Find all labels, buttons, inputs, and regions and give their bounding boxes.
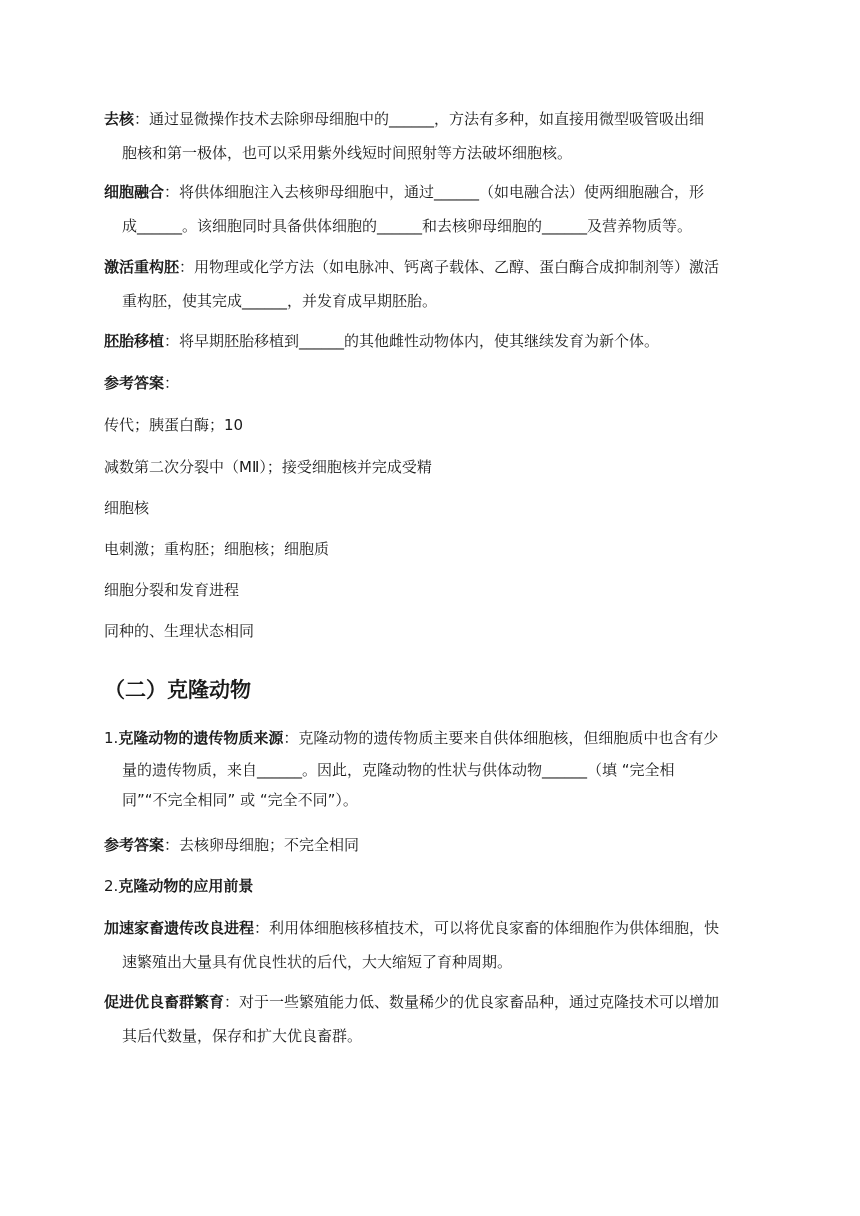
paragraph-line — [104, 324, 760, 358]
paragraph-text: ：将早期胚胎移植到______的其他雌性动物体内，使其继续发育为新个体。 — [164, 332, 660, 350]
answer-item: 同种的、生理状态相同 — [104, 622, 255, 640]
paragraph-line: 同”“不完全相同” 或 “完全不同”）。 — [122, 791, 358, 809]
answer-label: 参考答案 — [104, 374, 165, 392]
answer-label: 参考答案 — [104, 836, 165, 854]
answer-text: ：去核卵母细胞；不完全相同 — [164, 836, 360, 854]
paragraph-line: 量的遗传物质，来自______。因此，克隆动物的性状与供体动物______（填 “完全相 — [122, 761, 675, 779]
paragraph-line: 重构胚，使其完成______，并发育成早期胚胎。 — [122, 292, 438, 310]
section-heading: （二）克隆动物 — [104, 678, 251, 702]
term-label: 促进优良畜群繁育 — [104, 993, 225, 1011]
term-label: 细胞融合 — [104, 183, 165, 201]
paragraph-line — [104, 721, 760, 755]
answer-item: 细胞分裂和发育进程 — [104, 581, 240, 599]
paragraph-line: 速繁殖出大量具有优良性状的后代，大大缩短了育种周期。 — [122, 953, 513, 971]
answer-line — [104, 828, 760, 862]
paragraph-yi-chuan-wu-zhi — [104, 721, 760, 815]
paragraph-text: ：对于一些繁殖能力低、数量稀少的优良家畜品种，通过克隆技术可以增加 — [224, 993, 720, 1011]
paragraph-line: 胞核和第一极体，也可以采用紫外线短时间照射等方法破坏细胞核。 — [122, 144, 573, 162]
term-label: 胚胎移植 — [104, 332, 165, 350]
paragraph-line — [104, 250, 760, 284]
paragraph-jia-su — [104, 911, 760, 979]
paragraph-line: 成______。该细胞同时具备供体细胞的______和去核卵母细胞的______及营养物质等。 — [122, 217, 693, 235]
paragraph-pei-tai-yi-zhi — [104, 324, 760, 358]
paragraph-text: ：通过显微操作技术去除卵母细胞中的______，方法有多种，如直接用微型吸管吸出细 — [134, 110, 705, 128]
paragraph-line — [104, 102, 760, 136]
item-number: 1. — [104, 729, 119, 747]
paragraph-line: 其后代数量，保存和扩大优良畜群。 — [122, 1027, 363, 1045]
term-label: 加速家畜遗传改良进程 — [104, 919, 255, 937]
answer-item: 传代；胰蛋白酶；10 — [104, 416, 244, 434]
paragraph-qu-he — [104, 102, 760, 170]
paragraph-text: ：用物理或化学方法（如电脉冲、钙离子载体、乙醇、蛋白酶合成抑制剂等）激活 — [179, 258, 720, 276]
paragraph-line — [104, 911, 760, 945]
answer-item: 电刺激；重构胚；细胞核；细胞质 — [104, 540, 330, 558]
answer-item: 减数第二次分裂中（MⅡ）；接受细胞核并完成受精 — [104, 458, 432, 476]
answer-heading — [104, 366, 760, 400]
term-label: 克隆动物的遗传物质来源 — [118, 729, 284, 747]
answer-colon: ： — [164, 374, 180, 392]
paragraph-cu-jin — [104, 985, 760, 1053]
sub-heading-title: 克隆动物的应用前景 — [118, 877, 254, 895]
paragraph-text: ：利用体细胞核移植技术，可以将优良家畜的体细胞作为供体细胞，快 — [254, 919, 720, 937]
paragraph-xi-bao-rong-he — [104, 175, 760, 243]
paragraph-ji-huo — [104, 250, 760, 318]
item-number: 2. — [104, 877, 119, 895]
paragraph-line — [104, 175, 760, 209]
paragraph-text: ：将供体细胞注入去核卵母细胞中，通过______（如电融合法）使两细胞融合，形 — [164, 183, 705, 201]
term-label: 去核 — [104, 110, 135, 128]
paragraph-line — [104, 985, 760, 1019]
term-label: 激活重构胚 — [104, 258, 180, 276]
paragraph-text: ：克隆动物的遗传物质主要来自供体细胞核，但细胞质中也含有少 — [283, 729, 719, 747]
sub-heading — [104, 869, 760, 903]
answer-item: 细胞核 — [104, 499, 150, 517]
